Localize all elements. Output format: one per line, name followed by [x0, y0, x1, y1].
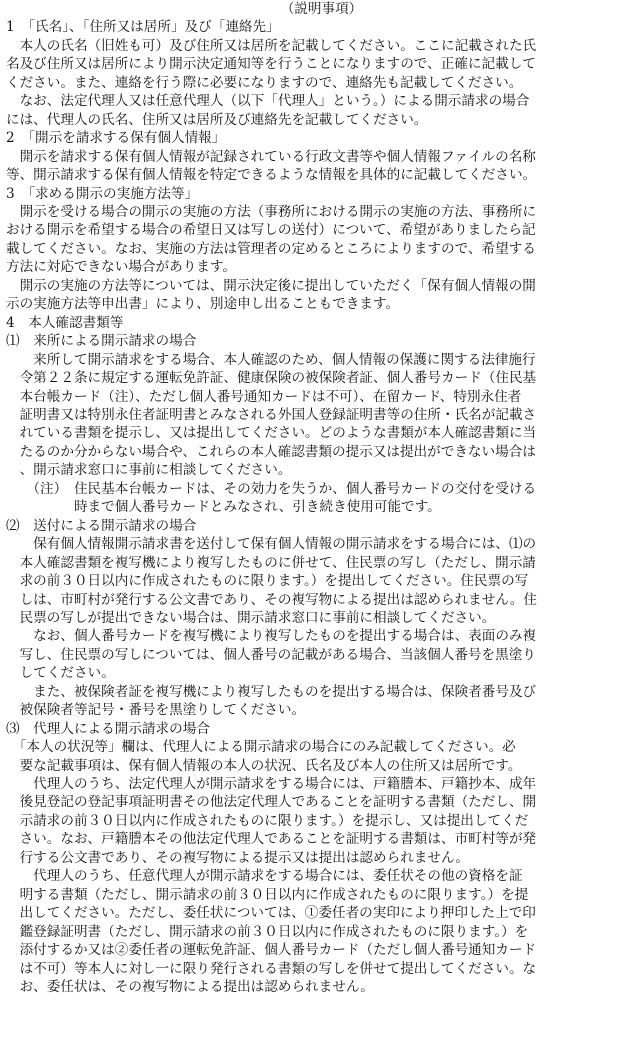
- text-line: おける開示を希望する場合の希望日又は写しの送付）について、希望がありましたら記: [6, 222, 536, 239]
- text-line: 要な記載事項は、保有個人情報の本人の状況、氏名及び本人の住所又は居所です。: [6, 757, 522, 774]
- text-line: ⑶ 代理人による開示請求の場合: [6, 720, 210, 737]
- text-line: たるのか分からない場合や、これらの本人確認書類の提示又は提出ができない場合は: [6, 443, 536, 460]
- text-line: 本人確認書類を複写機により複写したものに併せて、住民票の写し（ただし、開示請: [6, 554, 536, 571]
- text-line: 来所して開示請求をする場合、本人確認のため、個人情報の保護に関する法律施行: [6, 351, 536, 368]
- text-line: ください。また、連絡を行う際に必要になりますので、連絡先も記載してください。: [6, 74, 523, 91]
- text-line: 方法に対応できない場合があります。: [6, 259, 237, 276]
- text-line: また、被保険者証を複写機により複写したものを提出する場合は、保険者番号及び: [6, 683, 537, 700]
- text-line: （注） 住民基本台帳カードは、その効力を失うか、個人番号カードの交付を受ける: [6, 480, 537, 497]
- text-line: 後見登記の登記事項証明書その他法定代理人であることを証明する書類（ただし、開: [6, 794, 537, 811]
- text-line: なお、法定代理人又は任意代理人（以下「代理人」という。）による開示請求の場合: [6, 93, 530, 110]
- text-line: さい。なお、戸籍謄本その他法定代理人であることを証明する書類は、市町村等が発: [6, 831, 537, 848]
- text-line: 本人の氏名（旧姓も可）及び住所又は居所を記載してください。ここに記載された氏: [6, 37, 537, 54]
- text-line: 添付するか又は②委任者の運転免許証、個人番号カード（ただし個人番号通知カード: [6, 942, 537, 959]
- text-line: は不可）等本人に対し一に限り発行される書類の写しを併せて提出してください。な: [6, 960, 537, 977]
- text-line: 開示を請求する保有個人情報が記録されている行政文書等や個人情報ファイルの名称: [6, 148, 536, 165]
- text-line: 開示の実施の方法等については、開示決定後に提出していただく「保有個人情報の開: [6, 277, 536, 294]
- text-line: 行する公文書であり、その複写物による提示又は提出は認められません。: [6, 849, 470, 866]
- text-line: 令第２２条に規定する運転免許証、健康保険の被保険者証、個人番号カード（住民基: [6, 370, 537, 387]
- text-line: には、代理人の氏名、住所又は居所及び連絡先を記載してください。: [6, 111, 428, 128]
- text-line: 写し、住民票の写しについては、個人番号の記載がある場合、当該個人番号を黒塗り: [6, 646, 536, 663]
- text-line: お、委任状は、その複写物による提出は認められません。: [6, 979, 374, 996]
- text-line: 示の実施方法等申出書」により、別途申し出ることもできます。: [6, 296, 400, 313]
- text-line: 被保険者等記号・番号を黒塗りしてください。: [6, 702, 306, 719]
- text-line: 載してください。なお、実施の方法は管理者の定めるところによりますので、希望する: [6, 240, 536, 257]
- text-line: 、開示請求窓口に事前に相談してください。: [6, 462, 292, 479]
- text-line: 代理人のうち、法定代理人が開示請求をする場合には、戸籍謄本、戸籍抄本、成年: [6, 776, 537, 793]
- document-body: [6, 18, 637, 996]
- text-line: 出してください。ただし、委任状については、①委任者の実印により押印した上で印: [6, 905, 536, 922]
- text-line: 開示を受ける場合の開示の実施の方法（事務所における開示の実施の方法、事務所に: [6, 203, 537, 220]
- text-line: 代理人のうち、任意代理人が開示請求をする場合には、委任状その他の資格を証: [6, 868, 523, 885]
- document-title: （説明事項）: [280, 1, 363, 17]
- text-line: 鑑登録証明書（ただし、開示請求の前３０日以内に作成されたものに限ります。）を: [6, 923, 529, 940]
- text-line: 「本人の状況等」欄は、代理人による開示請求の場合にのみ記載してください。必: [6, 739, 516, 756]
- text-line: 本台帳カード（注）、ただし個人番号通知カードは不可）、在留カード、特別永住者: [6, 388, 522, 405]
- text-line: 名及び住所又は居所により開示決定通知等を行うことになりますので、正確に記載して: [6, 56, 536, 73]
- text-line: ⑴ 来所による開示請求の場合: [6, 333, 197, 350]
- text-line: しは、市町村が発行する公文書であり、その複写物による提出は認められません。住: [6, 591, 537, 608]
- text-line: 等、開示請求する保有個人情報を特定できるような情報を具体的に記載してください。: [6, 167, 537, 184]
- text-line: ⑵ 送付による開示請求の場合: [6, 517, 197, 534]
- text-line: 1 「氏名」、「住所又は居所」及び「連絡先」: [6, 19, 280, 36]
- text-line: 3 「求める開示の実施方法等」: [6, 185, 199, 202]
- text-line: 4 本人確認書類等: [6, 314, 124, 331]
- text-line: してください。: [6, 665, 115, 682]
- text-line: 示請求の前３０日以内に作成されたものに限ります。）を提示し、又は提出してくだ: [6, 812, 529, 829]
- text-line: れている書類を提示し、又は提出してください。どのような書類が本人確認書類に当: [6, 425, 537, 442]
- text-line: 証明書又は特別永住者証明書とみなされる外国人登録証明書等の住所・氏名が記載さ: [6, 406, 537, 423]
- text-line: 民票の写しが提出できない場合は、開示請求窓口に事前に相談してください。: [6, 609, 496, 626]
- text-line: 時まで個人番号カードとみなされ、引き続き使用可能です。: [6, 499, 441, 516]
- text-line: なお、個人番号カードを複写機により複写したものを提出する場合は、表面のみ複: [6, 628, 537, 645]
- text-line: 2 「開示を請求する保有個人情報」: [6, 130, 226, 147]
- text-line: 保有個人情報開示請求書を送付して保有個人情報の開示請求をする場合には、⑴の: [6, 536, 537, 553]
- text-line: 明する書類（ただし、開示請求の前３０日以内に作成されたものに限ります。）を提: [6, 886, 529, 903]
- text-line: 求の前３０日以内に作成されたものに限ります。）を提出してください。住民票の写: [6, 573, 529, 590]
